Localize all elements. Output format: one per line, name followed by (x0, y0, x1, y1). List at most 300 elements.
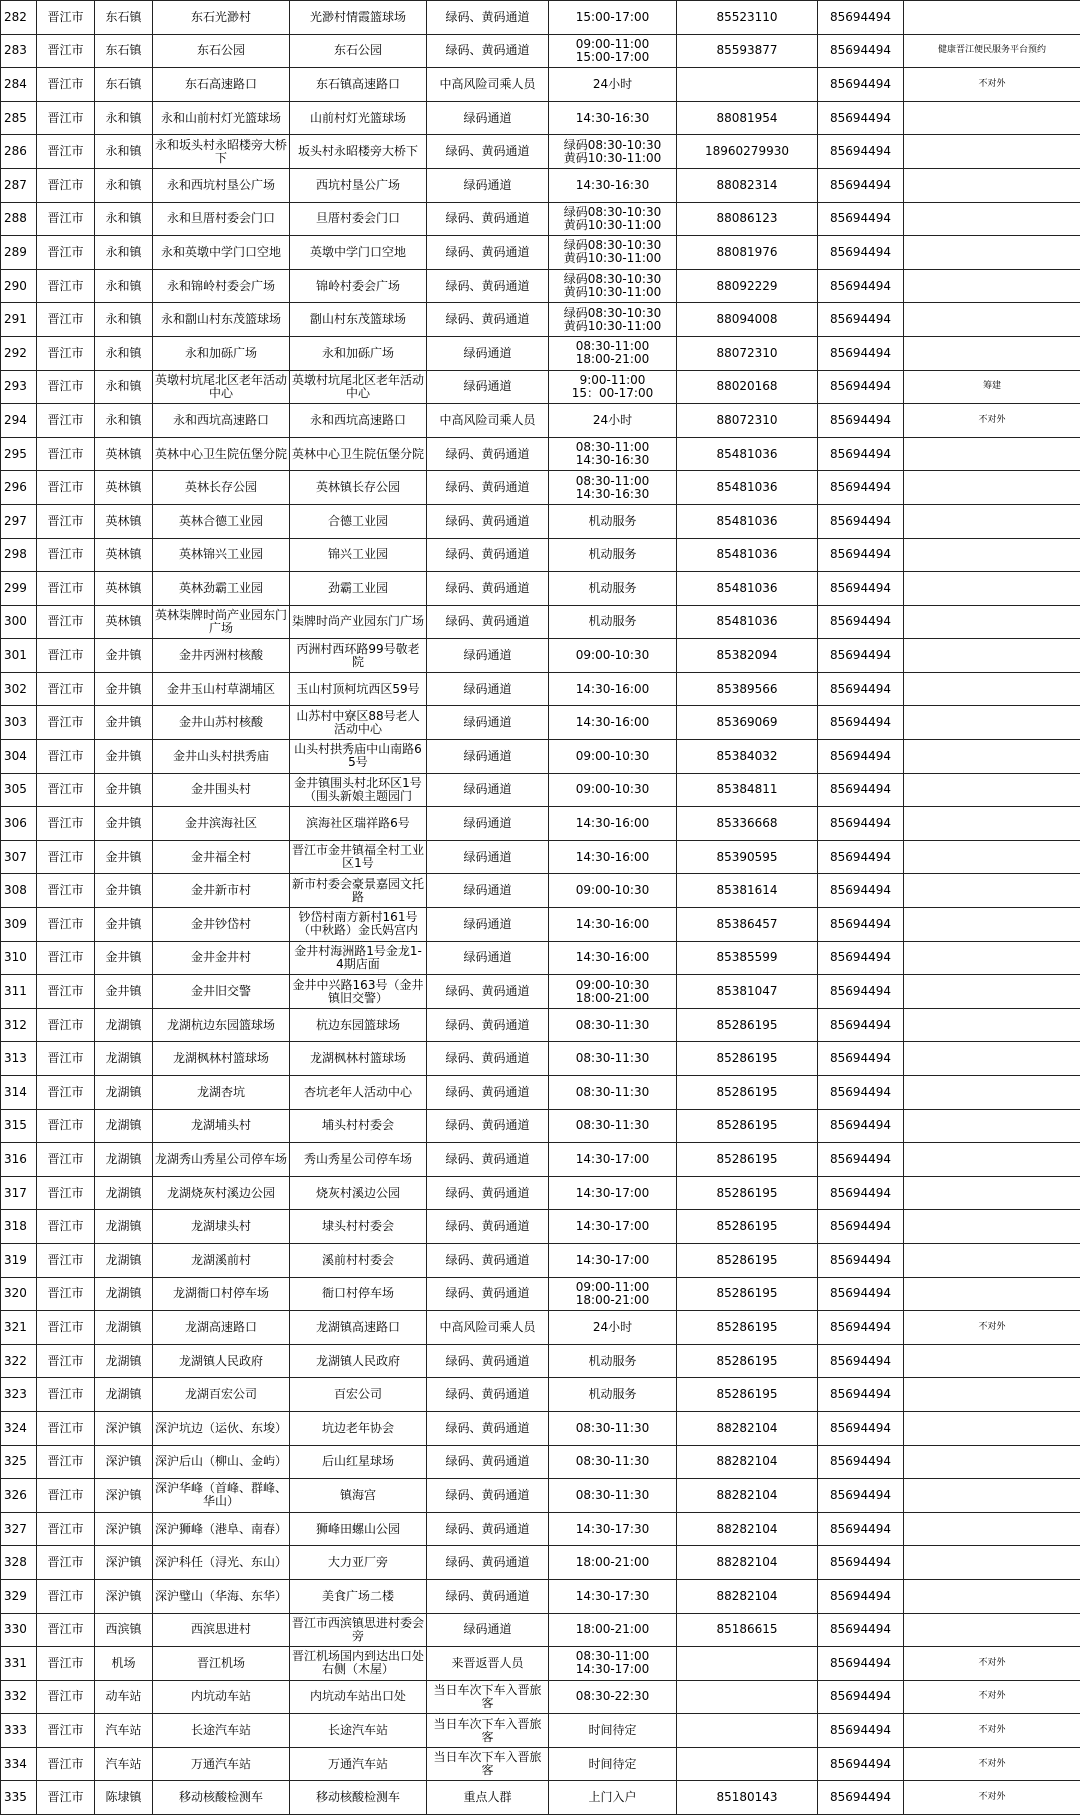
contact-phone-cell: 85481036 (677, 605, 818, 639)
town-cell: 永和镇 (95, 202, 153, 236)
address-cell: 东石镇高速路口 (290, 68, 427, 102)
row-number-cell: 311 (1, 975, 37, 1009)
hours-cell: 14:30-17:00 (549, 1243, 677, 1277)
town-cell: 深沪镇 (95, 1479, 153, 1513)
hours-cell: 机动服务 (549, 1378, 677, 1412)
note-cell (904, 706, 1080, 740)
city-cell: 晋江市 (37, 437, 95, 471)
site-name-cell: 金井山苏村核酸 (153, 706, 290, 740)
contact-phone-cell (677, 1647, 818, 1681)
site-name-cell: 永和坂头村永昭楼旁大桥下 (153, 135, 290, 169)
address-cell: 金井中兴路163号（金井镇旧交警） (290, 975, 427, 1009)
city-cell: 晋江市 (37, 101, 95, 135)
site-name-cell: 龙湖衙口村停车场 (153, 1277, 290, 1311)
note-cell: 不对外 (904, 1311, 1080, 1345)
supervision-phone-cell: 85694494 (818, 404, 904, 438)
row-number-cell: 301 (1, 639, 37, 673)
site-name-cell: 金井滨海社区 (153, 807, 290, 841)
note-cell (904, 1109, 1080, 1143)
contact-phone-cell: 85593877 (677, 34, 818, 68)
channel-cell: 绿码、黄码通道 (427, 269, 549, 303)
site-name-cell: 西滨思进村 (153, 1613, 290, 1647)
hours-cell: 绿码08:30-10:30 黄码10:30-11:00 (549, 303, 677, 337)
city-cell: 晋江市 (37, 740, 95, 774)
site-name-cell: 金井新市村 (153, 874, 290, 908)
city-cell: 晋江市 (37, 504, 95, 538)
town-cell: 英林镇 (95, 538, 153, 572)
site-name-cell: 龙湖高速路口 (153, 1311, 290, 1345)
row-number-cell: 290 (1, 269, 37, 303)
row-number-cell: 331 (1, 1647, 37, 1681)
row-number-cell: 297 (1, 504, 37, 538)
table-row (1, 1579, 1080, 1613)
note-cell (904, 336, 1080, 370)
hours-cell: 14:30-16:00 (549, 840, 677, 874)
site-name-cell: 深沪科任（浔光、东山） (153, 1546, 290, 1580)
channel-cell: 绿码通道 (427, 336, 549, 370)
row-number-cell: 314 (1, 1076, 37, 1110)
address-cell: 万通汽车站 (290, 1747, 427, 1781)
supervision-phone-cell: 85694494 (818, 1277, 904, 1311)
hours-cell: 14:30-17:00 (549, 1210, 677, 1244)
city-cell: 晋江市 (37, 1613, 95, 1647)
town-cell: 金井镇 (95, 706, 153, 740)
note-cell (904, 807, 1080, 841)
note-cell (904, 1378, 1080, 1412)
table-row (1, 1546, 1080, 1580)
town-cell: 英林镇 (95, 437, 153, 471)
town-cell: 深沪镇 (95, 1546, 153, 1580)
channel-cell: 来晋返晋人员 (427, 1647, 549, 1681)
note-cell: 健康晋江便民服务平台预约 (904, 34, 1080, 68)
contact-phone-cell (677, 1680, 818, 1714)
site-name-cell: 龙湖埭头村 (153, 1210, 290, 1244)
note-cell (904, 1210, 1080, 1244)
table-row (1, 269, 1080, 303)
row-number-cell: 332 (1, 1680, 37, 1714)
note-cell (904, 1579, 1080, 1613)
address-cell: 杭边东园篮球场 (290, 1008, 427, 1042)
site-name-cell: 东石公园 (153, 34, 290, 68)
city-cell: 晋江市 (37, 706, 95, 740)
row-number-cell: 324 (1, 1411, 37, 1445)
table-row (1, 1714, 1080, 1748)
contact-phone-cell: 18960279930 (677, 135, 818, 169)
supervision-phone-cell: 85694494 (818, 1579, 904, 1613)
contact-phone-cell: 88020168 (677, 370, 818, 404)
hours-cell: 14:30-17:30 (549, 1579, 677, 1613)
supervision-phone-cell: 85694494 (818, 1, 904, 35)
channel-cell: 绿码通道 (427, 168, 549, 202)
channel-cell: 当日车次下车入晋旅客 (427, 1680, 549, 1714)
hours-cell: 绿码08:30-10:30 黄码10:30-11:00 (549, 202, 677, 236)
address-cell: 合德工业园 (290, 504, 427, 538)
site-name-cell: 永和加砾广场 (153, 336, 290, 370)
channel-cell: 绿码通道 (427, 101, 549, 135)
table-row (1, 437, 1080, 471)
supervision-phone-cell: 85694494 (818, 1311, 904, 1345)
row-number-cell: 319 (1, 1243, 37, 1277)
address-cell: 光渺村情霞篮球场 (290, 1, 427, 35)
site-name-cell: 永和山前村灯光篮球场 (153, 101, 290, 135)
table-row (1, 874, 1080, 908)
note-cell (904, 101, 1080, 135)
row-number-cell: 315 (1, 1109, 37, 1143)
hours-cell: 机动服务 (549, 605, 677, 639)
supervision-phone-cell: 85694494 (818, 572, 904, 606)
address-cell: 埭头村村委会 (290, 1210, 427, 1244)
site-name-cell: 永和英墩中学门口空地 (153, 236, 290, 270)
channel-cell: 绿码、黄码通道 (427, 1546, 549, 1580)
town-cell: 英林镇 (95, 572, 153, 606)
table-row (1, 1, 1080, 35)
note-cell: 不对外 (904, 1781, 1080, 1815)
hours-cell: 08:30-11:30 (549, 1076, 677, 1110)
channel-cell: 当日车次下车入晋旅客 (427, 1747, 549, 1781)
town-cell: 英林镇 (95, 605, 153, 639)
contact-phone-cell: 85286195 (677, 1076, 818, 1110)
address-cell: 山苏村中寮区88号老人活动中心 (290, 706, 427, 740)
town-cell: 深沪镇 (95, 1512, 153, 1546)
supervision-phone-cell: 85694494 (818, 975, 904, 1009)
supervision-phone-cell: 85694494 (818, 101, 904, 135)
row-number-cell: 282 (1, 1, 37, 35)
supervision-phone-cell: 85694494 (818, 874, 904, 908)
table-row (1, 572, 1080, 606)
note-cell (904, 1076, 1080, 1110)
hours-cell: 14:30-17:30 (549, 1512, 677, 1546)
city-cell: 晋江市 (37, 1579, 95, 1613)
town-cell: 龙湖镇 (95, 1344, 153, 1378)
note-cell (904, 168, 1080, 202)
hours-cell: 09:00-10:30 (549, 773, 677, 807)
contact-phone-cell: 88282104 (677, 1479, 818, 1513)
row-number-cell: 289 (1, 236, 37, 270)
site-name-cell: 英林长存公园 (153, 471, 290, 505)
hours-cell: 09:00-10:30 (549, 874, 677, 908)
site-name-cell: 金井钞岱村 (153, 908, 290, 942)
town-cell: 金井镇 (95, 672, 153, 706)
contact-phone-cell: 85180143 (677, 1781, 818, 1815)
hours-cell: 机动服务 (549, 572, 677, 606)
row-number-cell: 303 (1, 706, 37, 740)
note-cell (904, 773, 1080, 807)
channel-cell: 绿码、黄码通道 (427, 605, 549, 639)
table-row (1, 1008, 1080, 1042)
row-number-cell: 283 (1, 34, 37, 68)
table-row (1, 672, 1080, 706)
address-cell: 英墩村坑尾北区老年活动中心 (290, 370, 427, 404)
row-number-cell: 318 (1, 1210, 37, 1244)
row-number-cell: 293 (1, 370, 37, 404)
site-name-cell: 东石光渺村 (153, 1, 290, 35)
channel-cell: 绿码、黄码通道 (427, 1512, 549, 1546)
supervision-phone-cell: 85694494 (818, 34, 904, 68)
channel-cell: 绿码、黄码通道 (427, 1445, 549, 1479)
supervision-phone-cell: 85694494 (818, 840, 904, 874)
supervision-phone-cell: 85694494 (818, 303, 904, 337)
address-cell: 美食广场二楼 (290, 1579, 427, 1613)
address-cell: 百宏公司 (290, 1378, 427, 1412)
row-number-cell: 333 (1, 1714, 37, 1748)
hours-cell: 14:30-16:30 (549, 168, 677, 202)
channel-cell: 绿码、黄码通道 (427, 1411, 549, 1445)
note-cell (904, 1411, 1080, 1445)
table-row (1, 1143, 1080, 1177)
table-row (1, 101, 1080, 135)
contact-phone-cell: 85481036 (677, 437, 818, 471)
row-number-cell: 295 (1, 437, 37, 471)
hours-cell: 09:00-11:00 15:00-17:00 (549, 34, 677, 68)
table-row (1, 168, 1080, 202)
town-cell: 英林镇 (95, 471, 153, 505)
town-cell: 金井镇 (95, 975, 153, 1009)
site-name-cell: 永和旦厝村委会门口 (153, 202, 290, 236)
table-row (1, 975, 1080, 1009)
site-name-cell: 英林中心卫生院伍堡分院 (153, 437, 290, 471)
table-row (1, 34, 1080, 68)
city-cell: 晋江市 (37, 672, 95, 706)
site-name-cell: 万通汽车站 (153, 1747, 290, 1781)
site-name-cell: 内坑动车站 (153, 1680, 290, 1714)
site-name-cell: 龙湖枫林村篮球场 (153, 1042, 290, 1076)
hours-cell: 时间待定 (549, 1714, 677, 1748)
supervision-phone-cell: 85694494 (818, 807, 904, 841)
row-number-cell: 288 (1, 202, 37, 236)
supervision-phone-cell: 85694494 (818, 1076, 904, 1110)
supervision-phone-cell: 85694494 (818, 1243, 904, 1277)
site-name-cell: 东石高速路口 (153, 68, 290, 102)
town-cell: 永和镇 (95, 168, 153, 202)
contact-phone-cell: 85286195 (677, 1378, 818, 1412)
supervision-phone-cell: 85694494 (818, 706, 904, 740)
site-name-cell: 深沪坑边（运伙、东埈） (153, 1411, 290, 1445)
table-row (1, 1445, 1080, 1479)
table-row (1, 303, 1080, 337)
hours-cell: 24小时 (549, 1311, 677, 1345)
contact-phone-cell: 88072310 (677, 336, 818, 370)
city-cell: 晋江市 (37, 840, 95, 874)
table-row (1, 1411, 1080, 1445)
hours-cell: 08:30-11:30 (549, 1445, 677, 1479)
note-cell (904, 538, 1080, 572)
table-row (1, 336, 1080, 370)
hours-cell: 绿码08:30-10:30 黄码10:30-11:00 (549, 135, 677, 169)
table-row (1, 1479, 1080, 1513)
table-row (1, 1344, 1080, 1378)
row-number-cell: 299 (1, 572, 37, 606)
hours-cell: 上门入户 (549, 1781, 677, 1815)
hours-cell: 9:00-11:00 15：00-17:00 (549, 370, 677, 404)
city-cell: 晋江市 (37, 1512, 95, 1546)
city-cell: 晋江市 (37, 1243, 95, 1277)
table-row (1, 639, 1080, 673)
table-row (1, 135, 1080, 169)
site-name-cell: 英墩村坑尾北区老年活动中心 (153, 370, 290, 404)
channel-cell: 绿码、黄码通道 (427, 1076, 549, 1110)
note-cell (904, 1, 1080, 35)
city-cell: 晋江市 (37, 639, 95, 673)
site-name-cell: 英林锦兴工业园 (153, 538, 290, 572)
city-cell: 晋江市 (37, 807, 95, 841)
address-cell: 龙湖镇人民政府 (290, 1344, 427, 1378)
hours-cell: 08:30-11:30 (549, 1042, 677, 1076)
city-cell: 晋江市 (37, 1008, 95, 1042)
note-cell: 不对外 (904, 404, 1080, 438)
channel-cell: 绿码通道 (427, 706, 549, 740)
row-number-cell: 296 (1, 471, 37, 505)
supervision-phone-cell: 85694494 (818, 68, 904, 102)
town-cell: 金井镇 (95, 807, 153, 841)
hours-cell: 24小时 (549, 404, 677, 438)
note-cell: 不对外 (904, 1714, 1080, 1748)
hours-cell: 14:30-16:00 (549, 706, 677, 740)
table-row (1, 941, 1080, 975)
row-number-cell: 316 (1, 1143, 37, 1177)
address-cell: 秀山秀星公司停车场 (290, 1143, 427, 1177)
city-cell: 晋江市 (37, 370, 95, 404)
address-cell: 埔头村村委会 (290, 1109, 427, 1143)
town-cell: 永和镇 (95, 336, 153, 370)
site-name-cell: 深沪后山（柳山、金屿） (153, 1445, 290, 1479)
address-cell: 锦岭村委会广场 (290, 269, 427, 303)
site-name-cell: 金井丙洲村核酸 (153, 639, 290, 673)
contact-phone-cell: 85481036 (677, 538, 818, 572)
address-cell: 龙湖镇高速路口 (290, 1311, 427, 1345)
hours-cell: 08:30-11:00 14:30-17:00 (549, 1647, 677, 1681)
town-cell: 金井镇 (95, 840, 153, 874)
note-cell (904, 1277, 1080, 1311)
supervision-phone-cell: 85694494 (818, 1411, 904, 1445)
site-name-cell: 金井福全村 (153, 840, 290, 874)
hours-cell: 15:00-17:00 (549, 1, 677, 35)
city-cell: 晋江市 (37, 471, 95, 505)
note-cell (904, 840, 1080, 874)
address-cell: 西坑村垦公广场 (290, 168, 427, 202)
table-row (1, 1680, 1080, 1714)
contact-phone-cell: 85186615 (677, 1613, 818, 1647)
contact-phone-cell: 88282104 (677, 1411, 818, 1445)
row-number-cell: 329 (1, 1579, 37, 1613)
channel-cell: 绿码、黄码通道 (427, 1, 549, 35)
town-cell: 永和镇 (95, 303, 153, 337)
table-row (1, 471, 1080, 505)
city-cell: 晋江市 (37, 34, 95, 68)
city-cell: 晋江市 (37, 135, 95, 169)
town-cell: 深沪镇 (95, 1445, 153, 1479)
city-cell: 晋江市 (37, 908, 95, 942)
supervision-phone-cell: 85694494 (818, 639, 904, 673)
address-cell: 后山红星球场 (290, 1445, 427, 1479)
hours-cell: 09:00-11:00 18:00-21:00 (549, 1277, 677, 1311)
contact-phone-cell: 88082314 (677, 168, 818, 202)
note-cell (904, 605, 1080, 639)
note-cell (904, 1479, 1080, 1513)
table-body (1, 1, 1080, 1815)
note-cell (904, 908, 1080, 942)
site-name-cell: 永和西坑村垦公广场 (153, 168, 290, 202)
row-number-cell: 310 (1, 941, 37, 975)
town-cell: 龙湖镇 (95, 1243, 153, 1277)
channel-cell: 绿码、黄码通道 (427, 303, 549, 337)
channel-cell: 绿码通道 (427, 941, 549, 975)
town-cell: 陈埭镇 (95, 1781, 153, 1815)
hours-cell: 09:00-10:30 (549, 639, 677, 673)
hours-cell: 08:30-11:30 (549, 1411, 677, 1445)
hours-cell: 绿码08:30-10:30 黄码10:30-11:00 (549, 236, 677, 270)
supervision-phone-cell: 85694494 (818, 168, 904, 202)
supervision-phone-cell: 85694494 (818, 236, 904, 270)
site-name-cell: 龙湖杏坑 (153, 1076, 290, 1110)
supervision-phone-cell: 85694494 (818, 437, 904, 471)
channel-cell: 绿码、黄码通道 (427, 1344, 549, 1378)
address-cell: 金井村海洲路1号金龙1-4期店面 (290, 941, 427, 975)
channel-cell: 绿码、黄码通道 (427, 504, 549, 538)
row-number-cell: 302 (1, 672, 37, 706)
note-cell (904, 941, 1080, 975)
table-row (1, 1311, 1080, 1345)
hours-cell: 机动服务 (549, 504, 677, 538)
channel-cell: 中高风险司乘人员 (427, 1311, 549, 1345)
table-row (1, 404, 1080, 438)
supervision-phone-cell: 85694494 (818, 370, 904, 404)
row-number-cell: 300 (1, 605, 37, 639)
town-cell: 西滨镇 (95, 1613, 153, 1647)
city-cell: 晋江市 (37, 1445, 95, 1479)
hours-cell: 绿码08:30-10:30 黄码10:30-11:00 (549, 269, 677, 303)
row-number-cell: 320 (1, 1277, 37, 1311)
hours-cell: 机动服务 (549, 538, 677, 572)
channel-cell: 绿码、黄码通道 (427, 1378, 549, 1412)
channel-cell: 绿码、黄码通道 (427, 202, 549, 236)
site-name-cell: 永和劏山村东茂篮球场 (153, 303, 290, 337)
city-cell: 晋江市 (37, 303, 95, 337)
supervision-phone-cell: 85694494 (818, 1546, 904, 1580)
hours-cell: 24小时 (549, 68, 677, 102)
city-cell: 晋江市 (37, 336, 95, 370)
city-cell: 晋江市 (37, 202, 95, 236)
channel-cell: 绿码、黄码通道 (427, 975, 549, 1009)
channel-cell: 绿码通道 (427, 1613, 549, 1647)
address-cell: 锦兴工业园 (290, 538, 427, 572)
hours-cell: 14:30-16:00 (549, 908, 677, 942)
contact-phone-cell: 88086123 (677, 202, 818, 236)
town-cell: 龙湖镇 (95, 1210, 153, 1244)
contact-phone-cell: 88282104 (677, 1579, 818, 1613)
row-number-cell: 317 (1, 1176, 37, 1210)
table-row (1, 68, 1080, 102)
city-cell: 晋江市 (37, 1277, 95, 1311)
channel-cell: 绿码、黄码通道 (427, 1176, 549, 1210)
contact-phone-cell: 85386457 (677, 908, 818, 942)
row-number-cell: 326 (1, 1479, 37, 1513)
supervision-phone-cell: 85694494 (818, 1042, 904, 1076)
town-cell: 龙湖镇 (95, 1277, 153, 1311)
address-cell: 永和加砾广场 (290, 336, 427, 370)
hours-cell: 14:30-17:00 (549, 1176, 677, 1210)
row-number-cell: 287 (1, 168, 37, 202)
city-cell: 晋江市 (37, 1411, 95, 1445)
address-cell: 山前村灯光篮球场 (290, 101, 427, 135)
town-cell: 龙湖镇 (95, 1311, 153, 1345)
address-cell: 劲霸工业园 (290, 572, 427, 606)
town-cell: 英林镇 (95, 504, 153, 538)
contact-phone-cell: 85286195 (677, 1243, 818, 1277)
table-row (1, 1176, 1080, 1210)
supervision-phone-cell: 85694494 (818, 1109, 904, 1143)
town-cell: 龙湖镇 (95, 1378, 153, 1412)
table-row (1, 370, 1080, 404)
